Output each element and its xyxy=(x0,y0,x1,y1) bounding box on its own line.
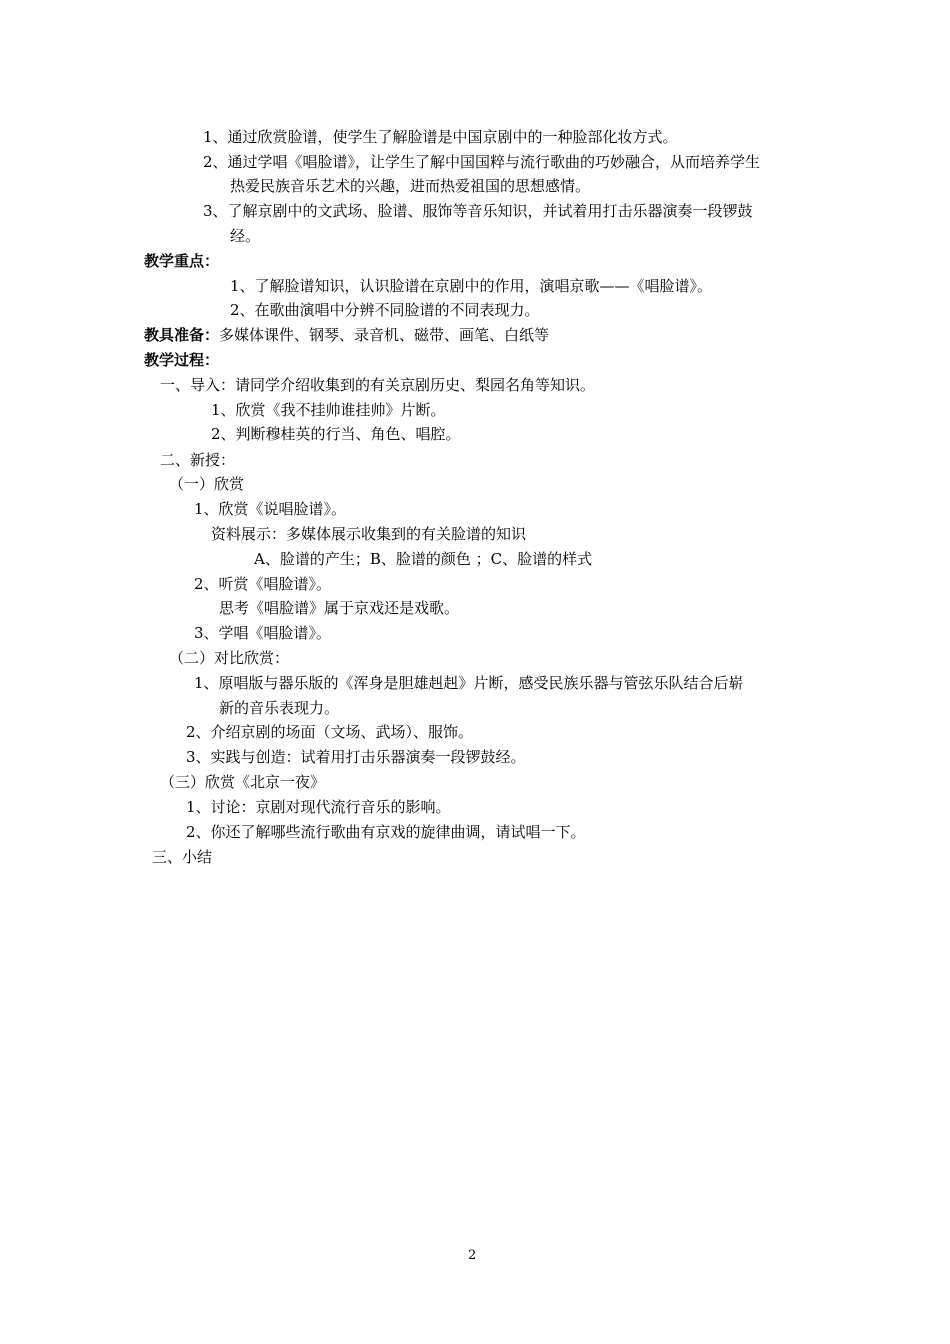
list-item: 2、介绍京剧的场面（文场、武场）、服饰。 xyxy=(186,723,474,741)
list-item: 资料展示：多媒体展示收集到的有关脸谱的知识 xyxy=(211,525,527,543)
subsection-title: （一）欣赏 xyxy=(169,475,245,493)
objective-line: 1、通过欣赏脸谱，使学生了解脸谱是中国京剧中的一种脸部化妆方式。 xyxy=(203,128,678,146)
objective-line: 经。 xyxy=(230,227,261,245)
list-item: 新的音乐表现力。 xyxy=(219,699,340,717)
section-title: 三、小结 xyxy=(152,848,213,866)
key-point-item: 2、在歌曲演唱中分辨不同脸谱的不同表现力。 xyxy=(230,301,540,319)
list-item: 1、欣赏《说唱脸谱》。 xyxy=(194,500,347,518)
materials-heading: 教具准备： xyxy=(144,326,220,344)
key-point-item: 1、了解脸谱知识，认识脸谱在京剧中的作用，演唱京歌——《唱脸谱》。 xyxy=(230,277,713,295)
section-title: 二、新授： xyxy=(160,451,236,469)
objective-line: 2、通过学唱《唱脸谱》，让学生了解中国国粹与流行歌曲的巧妙融合，从而培养学生 xyxy=(203,153,761,171)
subsection-title: （三）欣赏《北京一夜》 xyxy=(160,773,326,791)
list-item: 3、实践与创造：试着用打击乐器演奏一段锣鼓经。 xyxy=(186,748,526,766)
process-heading: 教学过程： xyxy=(144,351,220,369)
materials-line xyxy=(144,325,549,345)
list-item: 2、你还了解哪些流行歌曲有京戏的旋律曲调，请试唱一下。 xyxy=(186,823,586,841)
list-item: 2、判断穆桂英的行当、角色、唱腔。 xyxy=(211,425,461,443)
list-item: 思考《唱脸谱》属于京戏还是戏歌。 xyxy=(219,599,460,617)
subsection-title: （二）对比欣赏： xyxy=(169,649,290,667)
section-title: 一、导入：请同学介绍收集到的有关京剧历史、梨园名角等知识。 xyxy=(160,376,596,394)
objective-line: 热爱民族音乐艺术的兴趣，进而热爱祖国的思想感情。 xyxy=(230,177,591,195)
list-item: 3、学唱《唱脸谱》。 xyxy=(194,624,332,642)
page-number: 2 xyxy=(468,1248,477,1263)
objective-line: 3、了解京剧中的文武场、脸谱、服饰等音乐知识，并试着用打击乐器演奏一段锣鼓 xyxy=(203,202,753,220)
list-item: 1、讨论：京剧对现代流行音乐的影响。 xyxy=(186,798,451,816)
list-item: 1、欣赏《我不挂帅谁挂帅》片断。 xyxy=(211,401,446,419)
materials-text: 多媒体课件、钢琴、录音机、磁带、画笔、白纸等 xyxy=(219,326,550,344)
list-item: 2、听赏《唱脸谱》。 xyxy=(194,575,332,593)
key-points-heading: 教学重点： xyxy=(144,252,220,270)
list-item: A、脸谱的产生；B、脸谱的颜色 ；C、脸谱的样式 xyxy=(254,550,593,568)
list-item: 1、原唱版与器乐版的《浑身是胆雄赳赳》片断，感受民族乐器与管弦乐队结合后崭 xyxy=(194,674,744,692)
